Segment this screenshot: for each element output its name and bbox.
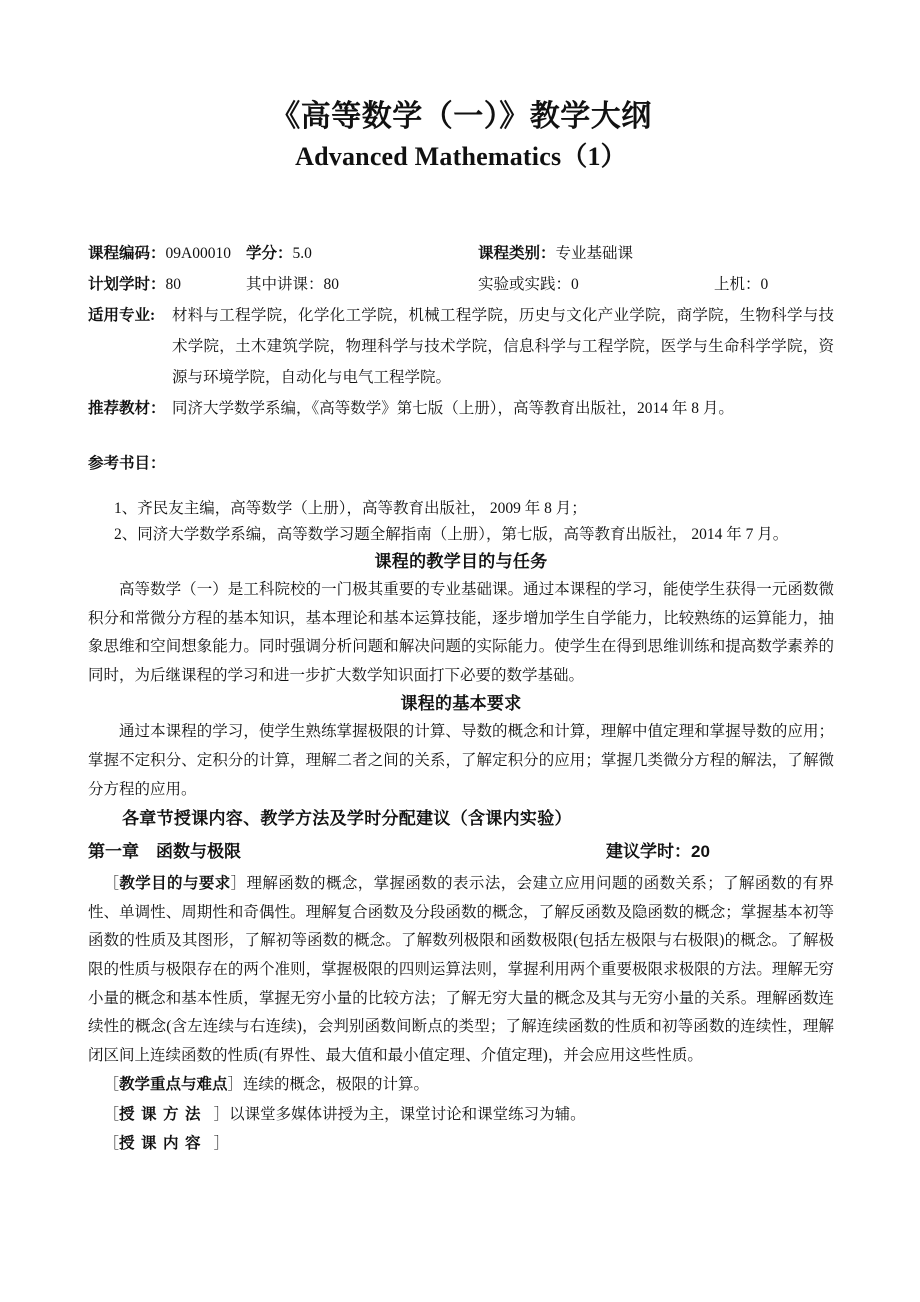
course-meta-block (88, 238, 834, 424)
chapters-section-heading: 各章节授课内容、教学方法及学时分配建议（含课内实验） (122, 809, 572, 829)
meta-row-1 (88, 238, 834, 269)
objectives-bracket-close: ］ (230, 875, 247, 893)
content-bracket-close: ］ (213, 1135, 230, 1153)
experiment-hours-cell (478, 269, 579, 300)
chapter-1-hours (606, 836, 710, 868)
computer-hours-cell (714, 269, 768, 300)
references-list (88, 496, 834, 548)
chapter-1-method (88, 1100, 834, 1130)
method-label: 授课方法 (119, 1105, 208, 1123)
planned-hours-label: 计划学时： (88, 276, 166, 293)
title-chinese: 《高等数学（一）》教学大纲 (270, 100, 652, 133)
lecture-hours-label: 其中讲课： (246, 276, 324, 293)
chapter-1-objectives (88, 870, 834, 1070)
key-points-text: 连续的概念，极限的计算。 (243, 1076, 430, 1094)
course-code-cell (88, 238, 231, 269)
category-value: 专业基础课 (555, 245, 634, 262)
computer-hours-label: 上机： (714, 276, 761, 293)
credits-value: 5.0 (292, 245, 312, 262)
chapter-1-title: 第一章 函数与极限 (88, 842, 241, 862)
textbook-row (88, 393, 834, 424)
requirements-body: 通过本课程的学习，使学生熟练掌握极限的计算、导数的概念和计算，理解中值定理和掌握导数的应用；掌握不定积分、定积分的计算，理解二者之间的关系，了解定积分的应用；掌握几类微分方程的解法，了解微分方程的应用。 (88, 723, 834, 798)
meta-row-2 (88, 269, 834, 300)
content-bracket-open: ［ (103, 1135, 120, 1153)
textbook-label: 推荐教材： (88, 400, 166, 417)
chapter-1-heading-row (88, 836, 834, 868)
category-label: 课程类别： (478, 245, 556, 262)
method-bracket-close: ］ (213, 1105, 230, 1123)
chapter-1-hours-value: 20 (691, 842, 710, 862)
key-points-bracket-open: ［ (103, 1076, 120, 1094)
objectives-bracket-open: ［ (103, 875, 120, 893)
lecture-hours-cell (246, 269, 339, 300)
textbook-text: 同济大学数学系编，《高等数学》第七版（上册），高等教育出版社，2014 年 8 月。 (172, 400, 734, 417)
chapter-1-content (88, 1129, 834, 1159)
chapter-1-hours-label: 建议学时： (606, 842, 691, 862)
credits-label: 学分： (246, 245, 293, 262)
title-english: Advanced Mathematics（1） (295, 142, 627, 171)
content-label: 授课内容 (119, 1135, 208, 1153)
reference-item: 2、同济大学数学系编，高等数学习题全解指南（上册），第七版，高等教育出版社， 2014 年 7 月。 (114, 526, 789, 543)
planned-hours-value: 80 (165, 276, 182, 293)
reference-item: 1、齐民友主编，高等数学（上册），高等教育出版社， 2009 年 8 月； (114, 500, 587, 517)
key-points-bracket-close: ］ (227, 1076, 244, 1094)
document-title-block (88, 0, 834, 176)
applicable-majors-text: 材料与工程学院，化学化工学院，机械工程学院，历史与文化产业学院，商学院，生物科学与技术学院，土木建筑学院，物理科学与技术学院，信息科学与工程学院，医学与生命科学学院，资源与环境学院，自动化与电气工程学院。 (172, 307, 834, 386)
purpose-heading: 课程的教学目的与任务 (374, 552, 548, 571)
objectives-label: 教学目的与要求 (119, 875, 231, 893)
applicable-majors-label: 适用专业: (88, 307, 156, 324)
method-text: 以课堂多媒体讲授为主，课堂讨论和课堂练习为辅。 (229, 1105, 586, 1123)
chapter-1-key-points (88, 1070, 834, 1100)
method-bracket-open: ［ (103, 1105, 120, 1123)
purpose-body: 高等数学（一）是工科院校的一门极其重要的专业基础课。通过本课程的学习，能使学生获得一元函数微积分和常微分方程的基本知识，基本理论和基本运算技能，逐步增加学生自学能力，比较熟练的运算能力，抽象思维和空间想象能力。同时强调分析问题和解决问题的实际能力。使学生在得到思维训练和提高数学素养的同时，为后继课程的学习和进一步扩大数学知识面打下必要的数学基础。 (88, 581, 834, 684)
page-content (88, 0, 834, 1159)
credits-cell (246, 238, 312, 269)
references-heading: 参考书目： (88, 455, 166, 472)
lecture-hours-value: 80 (323, 276, 340, 293)
course-code-value: 09A00010 (165, 245, 231, 262)
course-code-label: 课程编码： (88, 245, 166, 262)
applicable-majors-row (88, 300, 834, 393)
key-points-label: 教学重点与难点 (119, 1076, 228, 1094)
objectives-text: 理解函数的概念，掌握函数的表示法，会建立应用问题的函数关系；了解函数的有界性、单调性、周期性和奇偶性。理解复合函数及分段函数的概念，了解反函数及隐函数的概念；掌握基本初等函数的性质及其图形，了解初等函数的概念。了解数列极限和函数极限(包括左极限与右极限)的概念。了解极限的性质与极限存在的两个准则，掌握极限的四则运算法则，掌握利用两个重要极限求极限的方法。理解无穷小量的概念和基本性质，掌握无穷小量的比较方法；了解无穷大量的概念及其与无穷小量的关系。理解函数连续性的概念(含左连续与右连续)，会判别函数间断点的类型；了解连续函数的性质和初等函数的连续性，理解闭区间上连续函数的性质(有界性、最大值和最小值定理、介值定理)，并会应用这些性质。 (88, 875, 834, 1064)
experiment-hours-label: 实验或实践： (478, 276, 572, 293)
computer-hours-value: 0 (760, 276, 769, 293)
experiment-hours-value: 0 (571, 276, 579, 293)
category-cell (478, 238, 633, 269)
requirements-heading: 课程的基本要求 (400, 694, 522, 714)
planned-hours-cell (88, 269, 181, 300)
